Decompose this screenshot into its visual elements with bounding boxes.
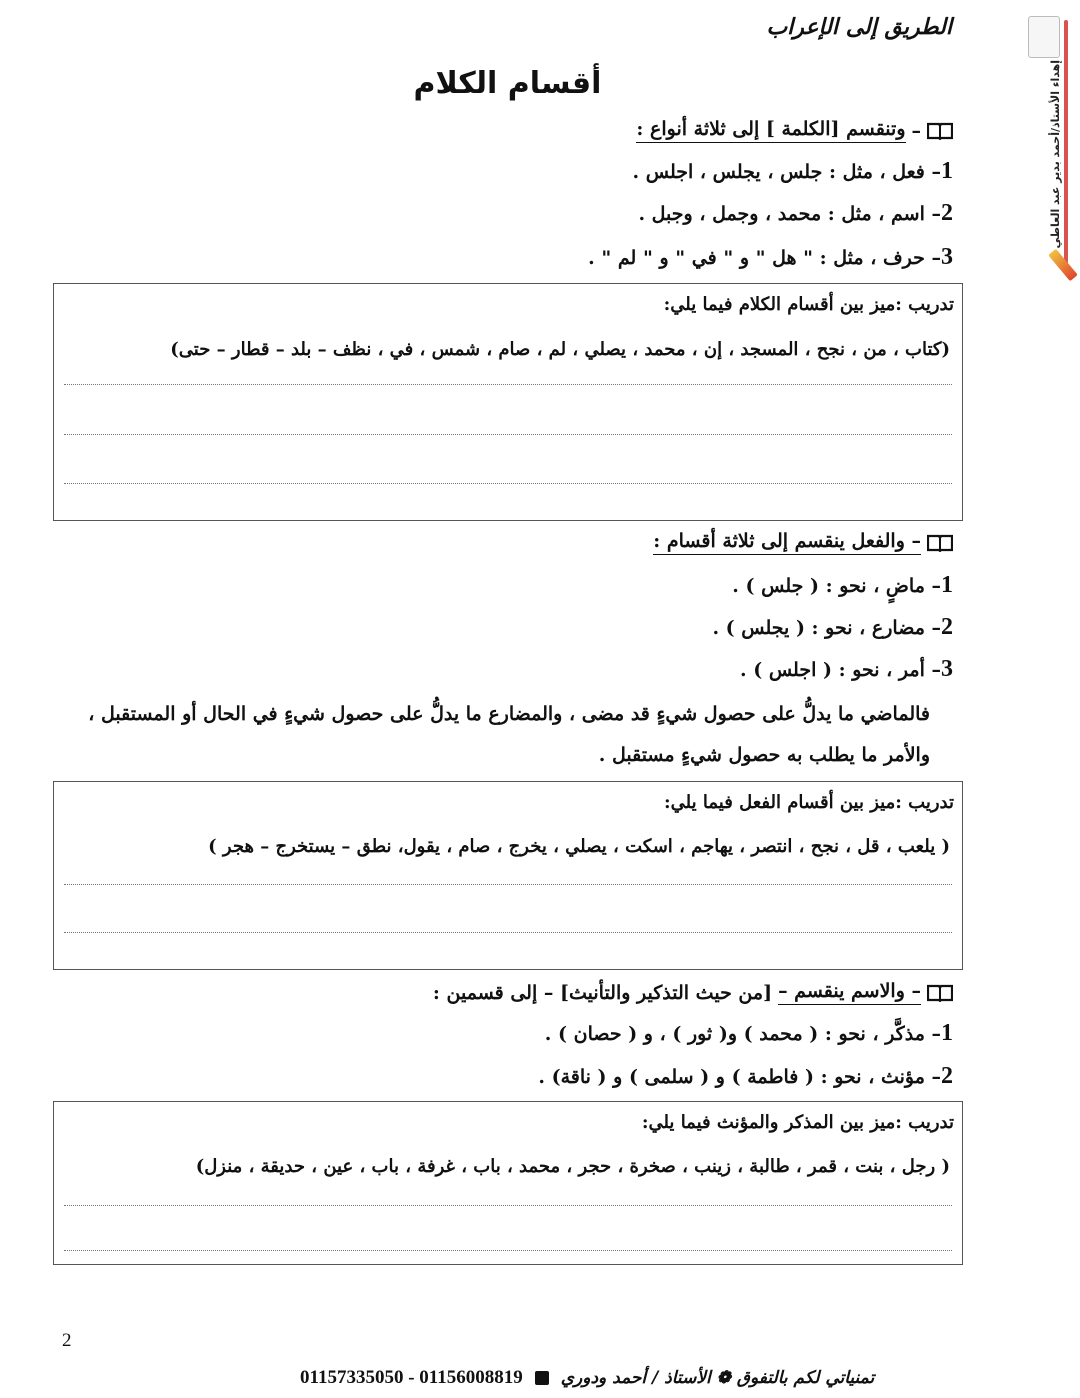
answer-line[interactable] <box>64 384 952 385</box>
exercise2-words: ( يلعب ، قل ، نجح ، انتصر ، يهاجم ، اسكت ، يصلي ، يخرج ، صام ، يقول، نطق – يستخرج – هجر ) <box>208 836 950 857</box>
answer-line[interactable] <box>64 1205 952 1206</box>
section3-heading <box>433 980 953 1005</box>
side-credit-strip <box>1024 10 1076 280</box>
open-book-icon <box>927 534 953 552</box>
answer-line[interactable] <box>64 932 952 933</box>
section1-heading-text: وتنقسم [الكلمة ] إلى ثلاثة أنواع : <box>636 118 905 143</box>
exercise2-box <box>53 781 963 970</box>
exercise3-box <box>53 1101 963 1265</box>
book-sketch-icon <box>1028 16 1060 58</box>
section1-item-2: 2– اسم ، مثل : محمد ، وجمل ، وجبل . <box>638 200 953 226</box>
page-title: أقسام الكلام <box>413 66 602 101</box>
exercise3-title: تدريب :ميز بين المذكر والمؤنث فيما يلي: <box>641 1112 954 1133</box>
open-book-icon <box>927 984 953 1002</box>
section2-item-3: 3– أمر ، نحو : ( اجلس ) . <box>739 656 953 682</box>
section3-item-1: 1– مذكَّر ، نحو : ( محمد ) و( ثور ) ، و ( حصان ) . <box>544 1020 953 1046</box>
exercise1-words: (كتاب ، من ، نجح ، المسجد ، إن ، محمد ، يصلي ، لم ، صام ، شمس ، في ، نظف – بلد – قطار – حتى) <box>170 339 950 360</box>
pencil-icon <box>1048 249 1078 281</box>
answer-line[interactable] <box>64 1250 952 1251</box>
section3-heading-underlined: – والاسم ينقسم – <box>778 980 921 1005</box>
section1-item-1: 1– فعل ، مثل : جلس ، يجلس ، اجلس . <box>632 158 953 184</box>
accent-bar <box>1064 20 1068 270</box>
answer-line[interactable] <box>64 483 952 484</box>
side-credit-text: إهداء الأستاذ/أحمد بدير عبد العاطي <box>1049 60 1062 249</box>
exercise2-title: تدريب :ميز بين أقسام الفعل فيما يلي: <box>664 792 954 813</box>
section3-heading-rest: [من حيث التذكير والتأنيث] – إلى قسمين : <box>432 981 773 1004</box>
section3-item-2: 2– مؤنث ، نحو : ( فاطمة ) و ( سلمى ) و ( ناقة) . <box>538 1063 953 1089</box>
exercise1-title: تدريب :ميز بين أقسام الكلام فيما يلي: <box>663 294 954 315</box>
phone-icon <box>535 1371 549 1385</box>
section1-item-3: 3– حرف ، مثل : " هل " و " في " و " لم " . <box>588 244 953 270</box>
section2-item-2: 2– مضارع ، نحو : ( يجلس ) . <box>712 614 953 640</box>
phone-numbers: 01157335050 - 01156008819 <box>300 1367 523 1388</box>
section2-item-1: 1– ماضٍ ، نحو : ( جلس ) . <box>732 572 953 598</box>
section1-dash: – <box>911 119 921 142</box>
exercise3-words: ( رجل ، بنت ، قمر ، طالبة ، زينب ، صخرة ، حجر ، محمد ، باب ، غرفة ، باب ، عين ، حديقة ، منزل) <box>195 1156 950 1177</box>
series-title: الطريق إلى الإعراب <box>766 14 952 40</box>
section2-heading-text: – والفعل ينقسم إلى ثلاثة أقسام : <box>653 530 921 555</box>
author-credit: تمنياتي لكم بالتفوق ❁ الأستاذ / أحمد ودوري <box>560 1368 875 1388</box>
section1-heading <box>636 118 953 143</box>
footer <box>300 1367 880 1389</box>
verb-explanation: فالماضي ما يدلُّ على حصول شيءٍ قد مضى ، والمضارع ما يدلُّ على حصول شيءٍ في الحال أو المستقبل ، والأمر ما يطلب به حصول شيءٍ مستقبل . <box>88 703 930 766</box>
page-number: 2 <box>62 1330 72 1351</box>
answer-line[interactable] <box>64 434 952 435</box>
answer-line[interactable] <box>64 884 952 885</box>
open-book-icon <box>927 122 953 140</box>
exercise1-box <box>53 283 963 521</box>
section2-heading <box>653 530 953 555</box>
